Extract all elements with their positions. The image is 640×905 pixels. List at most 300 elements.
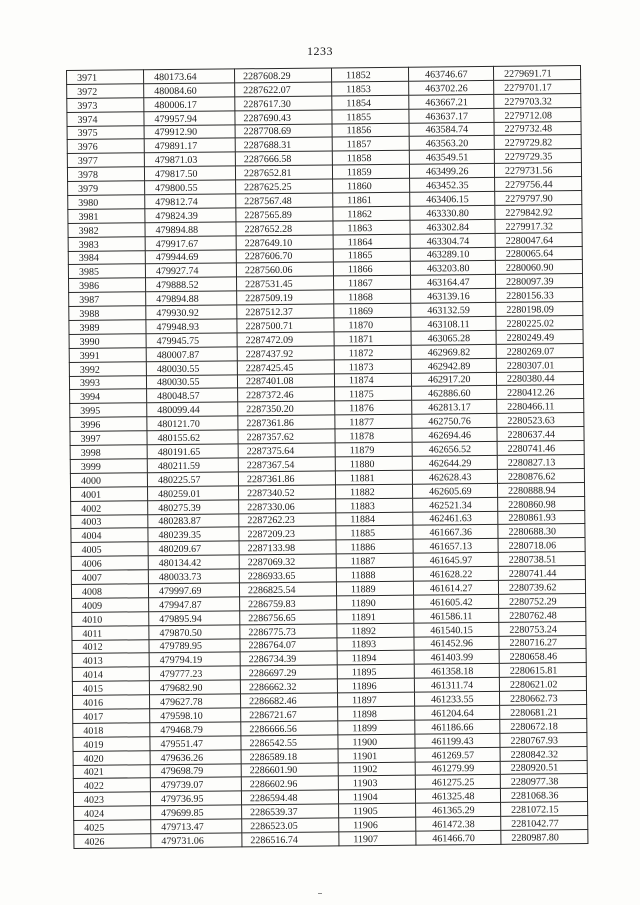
x-coordinate-left-cell: 480033.73 — [148, 569, 239, 584]
point-id-right-cell: 11879 — [335, 442, 412, 457]
point-id-left-cell: 3981 — [68, 209, 145, 224]
x-coordinate-right-cell: 461540.15 — [414, 622, 499, 637]
x-coordinate-right-cell: 462917.20 — [411, 372, 496, 387]
point-id-right-cell: 11891 — [337, 609, 414, 624]
y-coordinate-right-cell: 2280412.26 — [497, 385, 584, 400]
point-id-left-cell: 4007 — [71, 570, 148, 585]
x-coordinate-right-cell: 461466.70 — [416, 830, 501, 845]
x-coordinate-right-cell: 463549.51 — [409, 150, 494, 165]
point-id-right-cell: 11876 — [335, 401, 412, 416]
y-coordinate-right-cell: 2280156.33 — [496, 288, 583, 303]
x-coordinate-right-cell: 462813.17 — [412, 400, 497, 415]
y-coordinate-right-cell: 2280987.80 — [501, 830, 588, 845]
y-coordinate-left-cell: 2286589.18 — [241, 749, 338, 764]
y-coordinate-left-cell: 2286594.48 — [241, 790, 338, 805]
x-coordinate-right-cell: 463746.67 — [408, 66, 493, 81]
point-id-right-cell: 11870 — [334, 317, 411, 332]
point-id-left-cell: 4004 — [71, 528, 148, 543]
point-id-right-cell: 11878 — [335, 428, 412, 443]
x-coordinate-right-cell: 461365.29 — [416, 803, 501, 818]
y-coordinate-left-cell: 2287425.45 — [237, 360, 334, 375]
x-coordinate-left-cell: 480275.39 — [148, 499, 239, 514]
point-id-right-cell: 11856 — [332, 123, 409, 138]
y-coordinate-left-cell: 2287262.23 — [239, 512, 336, 527]
point-id-left-cell: 4002 — [71, 500, 148, 515]
x-coordinate-right-cell: 462886.60 — [412, 386, 497, 401]
point-id-left-cell: 4015 — [72, 681, 149, 696]
point-id-right-cell: 11901 — [338, 748, 415, 763]
y-coordinate-left-cell: 2286523.05 — [242, 818, 339, 833]
point-id-right-cell: 11887 — [336, 553, 413, 568]
y-coordinate-right-cell: 2280741.44 — [498, 566, 585, 581]
point-id-left-cell: 4016 — [73, 695, 150, 710]
point-id-left-cell: 4009 — [72, 598, 149, 613]
x-coordinate-right-cell: 463452.35 — [410, 178, 495, 193]
point-id-left-cell: 4000 — [70, 473, 147, 488]
x-coordinate-right-cell: 462644.29 — [412, 455, 497, 470]
point-id-right-cell: 11902 — [338, 762, 415, 777]
point-id-right-cell: 11898 — [338, 706, 415, 721]
point-id-right-cell: 11866 — [333, 262, 410, 277]
y-coordinate-right-cell: 2280738.51 — [498, 552, 585, 567]
y-coordinate-right-cell: 2280876.62 — [497, 468, 584, 483]
point-id-left-cell: 4008 — [71, 584, 148, 599]
x-coordinate-left-cell: 479794.19 — [149, 652, 240, 667]
point-id-right-cell: 11899 — [338, 720, 415, 735]
x-coordinate-left-cell: 480239.35 — [148, 527, 239, 542]
x-coordinate-right-cell: 461275.25 — [415, 775, 500, 790]
x-coordinate-right-cell: 461358.18 — [414, 664, 499, 679]
y-coordinate-right-cell: 2280681.21 — [500, 705, 587, 720]
y-coordinate-left-cell: 2287690.43 — [235, 110, 332, 125]
point-id-left-cell: 3996 — [70, 417, 147, 432]
y-coordinate-left-cell: 2286602.96 — [241, 776, 338, 791]
point-id-left-cell: 4010 — [72, 611, 149, 626]
point-id-right-cell: 11892 — [337, 623, 414, 638]
x-coordinate-right-cell: 461325.48 — [415, 789, 500, 804]
x-coordinate-left-cell: 479871.03 — [144, 152, 235, 167]
y-coordinate-left-cell: 2287608.29 — [234, 68, 331, 83]
x-coordinate-right-cell: 461452.96 — [414, 636, 499, 651]
point-id-right-cell: 11882 — [335, 484, 412, 499]
point-id-right-cell: 11885 — [336, 526, 413, 541]
point-id-right-cell: 11863 — [333, 220, 410, 235]
y-coordinate-left-cell: 2287350.20 — [238, 401, 335, 416]
point-id-right-cell: 11895 — [337, 664, 414, 679]
point-id-left-cell: 3976 — [67, 139, 144, 154]
x-coordinate-right-cell: 462628.43 — [412, 469, 497, 484]
y-coordinate-left-cell: 2286666.56 — [241, 721, 338, 736]
point-id-right-cell: 11906 — [339, 817, 416, 832]
point-id-left-cell: 4024 — [74, 806, 151, 821]
y-coordinate-left-cell: 2286764.07 — [240, 637, 337, 652]
y-coordinate-right-cell: 2279731.56 — [494, 163, 581, 178]
x-coordinate-right-cell: 461645.97 — [413, 553, 498, 568]
point-id-left-cell: 4019 — [73, 736, 150, 751]
x-coordinate-right-cell: 463330.80 — [410, 205, 495, 220]
x-coordinate-left-cell: 479812.74 — [145, 194, 236, 209]
y-coordinate-left-cell: 2286825.54 — [239, 582, 336, 597]
y-coordinate-right-cell: 2280249.49 — [496, 329, 583, 344]
y-coordinate-left-cell: 2287357.62 — [238, 429, 335, 444]
x-coordinate-left-cell: 479948.93 — [146, 319, 237, 334]
y-coordinate-left-cell: 2287666.58 — [235, 151, 332, 166]
point-id-right-cell: 11883 — [336, 498, 413, 513]
y-coordinate-right-cell: 2280767.93 — [500, 732, 587, 747]
x-coordinate-right-cell: 463164.47 — [410, 275, 495, 290]
y-coordinate-right-cell: 2280716.27 — [499, 635, 586, 650]
y-coordinate-right-cell: 2280762.48 — [499, 607, 586, 622]
y-coordinate-right-cell: 2280718.06 — [498, 538, 585, 553]
point-id-left-cell: 4025 — [74, 820, 151, 835]
point-id-right-cell: 11881 — [335, 470, 412, 485]
x-coordinate-left-cell: 480121.70 — [147, 416, 238, 431]
x-coordinate-left-cell: 480259.01 — [148, 486, 239, 501]
y-coordinate-left-cell: 2287133.98 — [239, 540, 336, 555]
x-coordinate-left-cell: 479912.90 — [144, 124, 235, 139]
y-coordinate-right-cell: 2280662.73 — [499, 691, 586, 706]
y-coordinate-right-cell: 2280672.18 — [500, 718, 587, 733]
y-coordinate-right-cell: 2280060.90 — [495, 260, 582, 275]
x-coordinate-left-cell: 480048.57 — [147, 388, 238, 403]
y-coordinate-left-cell: 2287209.23 — [239, 526, 336, 541]
x-coordinate-right-cell: 461199.43 — [415, 733, 500, 748]
x-coordinate-right-cell: 461311.74 — [414, 678, 499, 693]
x-coordinate-right-cell: 463637.17 — [409, 108, 494, 123]
x-coordinate-left-cell: 480006.17 — [144, 97, 235, 112]
x-coordinate-right-cell: 461204.64 — [415, 705, 500, 720]
y-coordinate-right-cell: 2281072.15 — [501, 802, 588, 817]
point-id-left-cell: 3982 — [68, 223, 145, 238]
y-coordinate-right-cell: 2279712.08 — [494, 107, 581, 122]
x-coordinate-left-cell: 479891.17 — [144, 138, 235, 153]
point-id-right-cell: 11852 — [331, 67, 408, 82]
point-id-left-cell: 3985 — [68, 264, 145, 279]
point-id-right-cell: 11857 — [332, 137, 409, 152]
y-coordinate-left-cell: 2287652.28 — [236, 221, 333, 236]
y-coordinate-right-cell: 2280827.13 — [497, 454, 584, 469]
y-coordinate-right-cell: 2280225.02 — [496, 316, 583, 331]
point-id-right-cell: 11893 — [337, 637, 414, 652]
y-coordinate-right-cell: 2280097.39 — [495, 274, 582, 289]
x-coordinate-right-cell: 461279.99 — [415, 761, 500, 776]
x-coordinate-left-cell: 479824.39 — [145, 208, 236, 223]
x-coordinate-right-cell: 463563.20 — [409, 136, 494, 151]
point-id-right-cell: 11890 — [337, 595, 414, 610]
point-id-right-cell: 11860 — [333, 178, 410, 193]
point-id-right-cell: 11877 — [335, 414, 412, 429]
point-id-right-cell: 11874 — [334, 373, 411, 388]
y-coordinate-left-cell: 2286542.55 — [241, 735, 338, 750]
point-id-left-cell: 3978 — [67, 167, 144, 182]
point-id-right-cell: 11865 — [333, 248, 410, 263]
y-coordinate-left-cell: 2286756.65 — [240, 610, 337, 625]
point-id-right-cell: 11853 — [332, 81, 409, 96]
y-coordinate-right-cell: 2280523.63 — [497, 413, 584, 428]
point-id-left-cell: 3979 — [68, 181, 145, 196]
x-coordinate-left-cell: 479947.87 — [149, 597, 240, 612]
point-id-left-cell: 4005 — [71, 542, 148, 557]
point-id-right-cell: 11869 — [334, 303, 411, 318]
scan-mark — [318, 893, 322, 894]
y-coordinate-left-cell: 2287565.89 — [236, 207, 333, 222]
x-coordinate-right-cell: 463499.26 — [409, 164, 494, 179]
y-coordinate-right-cell: 2280466.11 — [497, 399, 584, 414]
x-coordinate-left-cell: 479598.10 — [150, 708, 241, 723]
y-coordinate-left-cell: 2287560.06 — [236, 262, 333, 277]
point-id-right-cell: 11859 — [332, 164, 409, 179]
y-coordinate-left-cell: 2286516.74 — [242, 832, 339, 847]
y-coordinate-left-cell: 2287361.86 — [238, 471, 335, 486]
x-coordinate-right-cell: 461628.22 — [413, 566, 498, 581]
point-id-right-cell: 11904 — [338, 789, 415, 804]
y-coordinate-right-cell: 2280861.93 — [498, 510, 585, 525]
y-coordinate-left-cell: 2286601.90 — [241, 762, 338, 777]
y-coordinate-right-cell: 2280047.64 — [495, 232, 582, 247]
y-coordinate-left-cell: 2287375.64 — [238, 443, 335, 458]
point-id-left-cell: 3980 — [68, 195, 145, 210]
y-coordinate-right-cell: 2280307.01 — [496, 357, 583, 372]
y-coordinate-left-cell: 2287500.71 — [237, 318, 334, 333]
point-id-right-cell: 11884 — [336, 512, 413, 527]
y-coordinate-left-cell: 2286539.37 — [242, 804, 339, 819]
y-coordinate-right-cell: 2279797.90 — [495, 191, 582, 206]
x-coordinate-left-cell: 479698.79 — [150, 763, 241, 778]
point-id-right-cell: 11871 — [334, 331, 411, 346]
x-coordinate-left-cell: 479468.79 — [150, 722, 241, 737]
x-coordinate-left-cell: 479682.90 — [149, 680, 240, 695]
point-id-right-cell: 11896 — [337, 678, 414, 693]
y-coordinate-left-cell: 2286662.32 — [240, 679, 337, 694]
x-coordinate-left-cell: 479736.95 — [150, 791, 241, 806]
y-coordinate-right-cell: 2280920.51 — [500, 760, 587, 775]
x-coordinate-left-cell: 479551.47 — [150, 736, 241, 751]
point-id-right-cell: 11886 — [336, 539, 413, 554]
y-coordinate-right-cell: 2280615.81 — [499, 663, 586, 678]
y-coordinate-right-cell: 2280977.38 — [500, 774, 587, 789]
x-coordinate-right-cell: 463065.28 — [411, 330, 496, 345]
x-coordinate-left-cell: 479957.94 — [144, 111, 235, 126]
point-id-left-cell: 3972 — [67, 84, 144, 99]
point-id-right-cell: 11862 — [333, 206, 410, 221]
x-coordinate-left-cell: 479731.06 — [151, 833, 242, 848]
y-coordinate-right-cell: 2280888.94 — [497, 482, 584, 497]
x-coordinate-right-cell: 463203.80 — [410, 261, 495, 276]
x-coordinate-left-cell: 479945.75 — [146, 333, 237, 348]
point-id-right-cell: 11873 — [334, 359, 411, 374]
point-id-right-cell: 11854 — [332, 95, 409, 110]
x-coordinate-left-cell: 479817.50 — [144, 166, 235, 181]
x-coordinate-left-cell: 479930.92 — [146, 305, 237, 320]
point-id-left-cell: 3974 — [67, 111, 144, 126]
x-coordinate-right-cell: 463584.74 — [409, 122, 494, 137]
y-coordinate-left-cell: 2287688.31 — [235, 137, 332, 152]
y-coordinate-left-cell: 2286775.73 — [240, 624, 337, 639]
x-coordinate-right-cell: 461233.55 — [414, 691, 499, 706]
y-coordinate-right-cell: 2280198.09 — [496, 302, 583, 317]
y-coordinate-left-cell: 2287372.46 — [238, 387, 335, 402]
point-id-right-cell: 11872 — [334, 345, 411, 360]
y-coordinate-left-cell: 2287649.10 — [236, 235, 333, 250]
y-coordinate-left-cell: 2287340.52 — [238, 485, 335, 500]
x-coordinate-left-cell: 479944.69 — [145, 249, 236, 264]
page-number: 1233 — [307, 44, 333, 58]
point-id-left-cell: 4011 — [72, 625, 149, 640]
point-id-left-cell: 4003 — [71, 514, 148, 529]
x-coordinate-right-cell: 462656.52 — [412, 441, 497, 456]
point-id-right-cell: 11894 — [337, 651, 414, 666]
point-id-left-cell: 4013 — [72, 653, 149, 668]
x-coordinate-right-cell: 462694.46 — [412, 428, 497, 443]
y-coordinate-right-cell: 2279842.92 — [495, 204, 582, 219]
y-coordinate-right-cell: 2279703.32 — [494, 93, 581, 108]
y-coordinate-right-cell: 2279729.35 — [494, 149, 581, 164]
point-id-left-cell: 3971 — [67, 70, 144, 85]
x-coordinate-left-cell: 479777.23 — [149, 666, 240, 681]
point-id-right-cell: 11867 — [333, 276, 410, 291]
y-coordinate-left-cell: 2286734.39 — [240, 651, 337, 666]
x-coordinate-right-cell: 463304.74 — [410, 233, 495, 248]
x-coordinate-left-cell: 479895.94 — [149, 611, 240, 626]
point-id-right-cell: 11905 — [339, 803, 416, 818]
x-coordinate-left-cell: 480134.42 — [148, 555, 239, 570]
y-coordinate-right-cell: 2279756.44 — [495, 177, 582, 192]
y-coordinate-right-cell: 2280741.46 — [497, 441, 584, 456]
x-coordinate-right-cell: 462605.69 — [412, 483, 497, 498]
x-coordinate-left-cell: 479888.52 — [146, 277, 237, 292]
x-coordinate-left-cell: 479699.85 — [151, 805, 242, 820]
y-coordinate-left-cell: 2287652.81 — [235, 165, 332, 180]
x-coordinate-right-cell: 461472.38 — [416, 816, 501, 831]
point-id-right-cell: 11900 — [338, 734, 415, 749]
x-coordinate-right-cell: 463406.15 — [410, 191, 495, 206]
y-coordinate-left-cell: 2286721.67 — [241, 707, 338, 722]
x-coordinate-right-cell: 462461.63 — [413, 511, 498, 526]
y-coordinate-right-cell: 2280380.44 — [496, 371, 583, 386]
point-id-right-cell: 11861 — [333, 192, 410, 207]
x-coordinate-right-cell: 463302.84 — [410, 219, 495, 234]
y-coordinate-right-cell: 2280637.44 — [497, 427, 584, 442]
point-id-left-cell: 3989 — [69, 320, 146, 335]
y-coordinate-left-cell: 2287401.08 — [237, 374, 334, 389]
point-id-left-cell: 3991 — [69, 348, 146, 363]
x-coordinate-left-cell: 479927.74 — [145, 263, 236, 278]
coordinate-table-wrapper — [66, 65, 588, 849]
x-coordinate-left-cell: 480030.55 — [146, 361, 237, 376]
point-id-right-cell: 11903 — [338, 776, 415, 791]
y-coordinate-left-cell: 2287512.37 — [237, 304, 334, 319]
point-id-left-cell: 3999 — [70, 459, 147, 474]
y-coordinate-right-cell: 2280269.07 — [496, 343, 583, 358]
point-id-left-cell: 3997 — [70, 431, 147, 446]
point-id-right-cell: 11875 — [335, 387, 412, 402]
point-id-left-cell: 4012 — [72, 639, 149, 654]
x-coordinate-left-cell: 479739.07 — [150, 777, 241, 792]
point-id-right-cell: 11868 — [334, 289, 411, 304]
point-id-left-cell: 4017 — [73, 709, 150, 724]
y-coordinate-left-cell: 2287437.92 — [237, 346, 334, 361]
point-id-right-cell: 11889 — [336, 581, 413, 596]
y-coordinate-right-cell: 2280658.46 — [499, 649, 586, 664]
x-coordinate-left-cell: 480283.87 — [148, 513, 239, 528]
y-coordinate-left-cell: 2287606.70 — [236, 249, 333, 264]
point-id-left-cell: 3993 — [69, 375, 146, 390]
x-coordinate-left-cell: 479894.88 — [145, 222, 236, 237]
x-coordinate-right-cell: 463702.26 — [409, 80, 494, 95]
y-coordinate-right-cell: 2280842.32 — [500, 746, 587, 761]
coordinate-table-body — [67, 66, 588, 849]
x-coordinate-right-cell: 463132.59 — [411, 303, 496, 318]
coordinate-table — [66, 65, 588, 849]
point-id-left-cell: 3994 — [70, 389, 147, 404]
y-coordinate-left-cell: 2287367.54 — [238, 457, 335, 472]
point-id-right-cell: 11880 — [335, 456, 412, 471]
x-coordinate-right-cell: 461605.42 — [414, 594, 499, 609]
point-id-right-cell: 11858 — [332, 151, 409, 166]
x-coordinate-left-cell: 480099.44 — [147, 402, 238, 417]
y-coordinate-left-cell: 2286697.29 — [240, 665, 337, 680]
point-id-left-cell: 3995 — [70, 403, 147, 418]
y-coordinate-left-cell: 2287708.69 — [235, 124, 332, 139]
point-id-left-cell: 4018 — [73, 723, 150, 738]
x-coordinate-left-cell: 480007.87 — [146, 347, 237, 362]
x-coordinate-left-cell: 479789.95 — [149, 638, 240, 653]
x-coordinate-right-cell: 461269.57 — [415, 747, 500, 762]
x-coordinate-left-cell: 479997.69 — [148, 583, 239, 598]
y-coordinate-left-cell: 2287472.09 — [237, 332, 334, 347]
point-id-left-cell: 3975 — [67, 125, 144, 140]
point-id-left-cell: 4014 — [72, 667, 149, 682]
x-coordinate-left-cell: 480225.57 — [147, 472, 238, 487]
point-id-left-cell: 3988 — [69, 306, 146, 321]
point-id-left-cell: 3990 — [69, 334, 146, 349]
point-id-left-cell: 3977 — [67, 153, 144, 168]
point-id-left-cell: 4006 — [71, 556, 148, 571]
y-coordinate-right-cell: 2279729.82 — [494, 135, 581, 150]
x-coordinate-left-cell: 479917.67 — [145, 236, 236, 251]
y-coordinate-right-cell: 2280752.29 — [499, 593, 586, 608]
y-coordinate-left-cell: 2287625.25 — [236, 179, 333, 194]
x-coordinate-right-cell: 461586.11 — [414, 608, 499, 623]
point-id-left-cell: 3973 — [67, 98, 144, 113]
x-coordinate-left-cell: 479800.55 — [145, 180, 236, 195]
x-coordinate-left-cell: 479713.47 — [151, 819, 242, 834]
x-coordinate-right-cell: 463108.11 — [411, 316, 496, 331]
x-coordinate-left-cell: 480155.62 — [147, 430, 238, 445]
y-coordinate-right-cell: 2280065.64 — [495, 246, 582, 261]
y-coordinate-right-cell: 2279691.71 — [493, 66, 580, 81]
point-id-right-cell: 11864 — [333, 234, 410, 249]
point-id-right-cell: 11888 — [336, 567, 413, 582]
y-coordinate-left-cell: 2287069.32 — [239, 554, 336, 569]
point-id-left-cell: 4020 — [73, 750, 150, 765]
x-coordinate-left-cell: 480191.65 — [147, 444, 238, 459]
y-coordinate-right-cell: 2280860.98 — [498, 496, 585, 511]
x-coordinate-left-cell: 479894.88 — [146, 291, 237, 306]
x-coordinate-left-cell: 480173.64 — [144, 69, 235, 84]
y-coordinate-left-cell: 2287622.07 — [235, 82, 332, 97]
point-id-left-cell: 4001 — [71, 486, 148, 501]
x-coordinate-left-cell: 480209.67 — [148, 541, 239, 556]
point-id-right-cell: 11855 — [332, 109, 409, 124]
x-coordinate-right-cell: 463289.10 — [410, 247, 495, 262]
x-coordinate-right-cell: 461614.27 — [413, 580, 498, 595]
y-coordinate-right-cell: 2280753.24 — [499, 621, 586, 636]
point-id-right-cell: 11897 — [337, 692, 414, 707]
x-coordinate-right-cell: 461186.66 — [415, 719, 500, 734]
y-coordinate-left-cell: 2286682.46 — [240, 693, 337, 708]
x-coordinate-right-cell: 463667.21 — [409, 94, 494, 109]
